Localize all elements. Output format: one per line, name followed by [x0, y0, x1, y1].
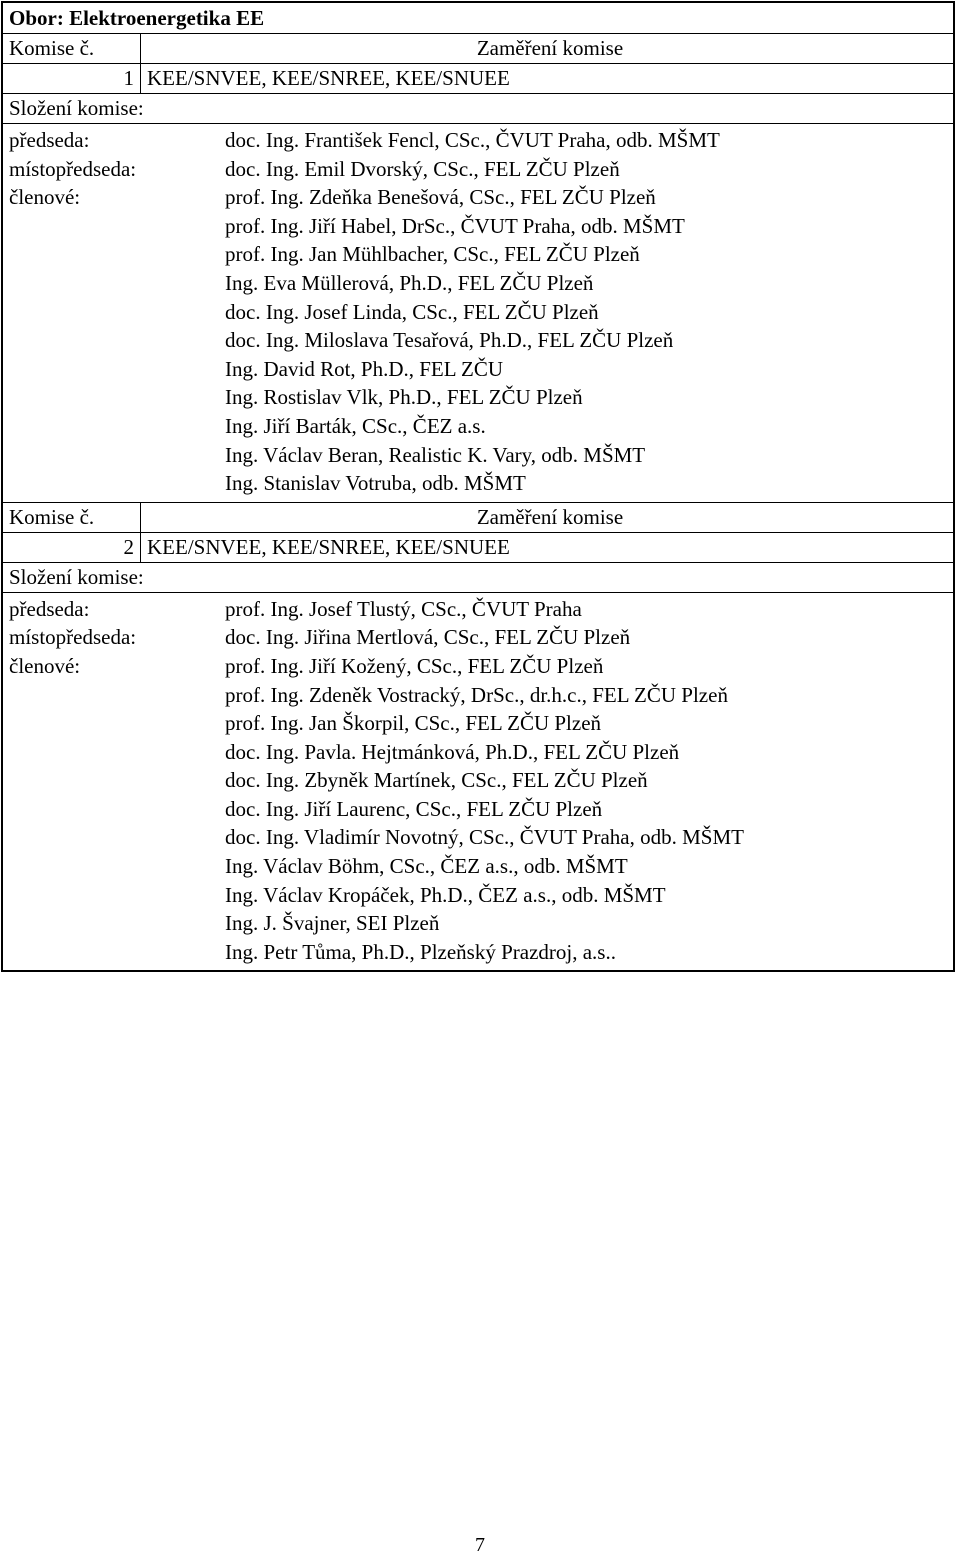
member-name: Ing. David Rot, Ph.D., FEL ZČU [225, 356, 504, 381]
member-name: prof. Ing. Jan Mühlbacher, CSc., FEL ZČU Plzeň [225, 242, 640, 267]
member-name: Ing. Václav Beran, Realistic K. Vary, odb. MŠMT [225, 442, 646, 467]
commission-info-row [3, 64, 953, 94]
member-roles [3, 595, 225, 967]
role-chair: předseda: [9, 596, 90, 621]
composition-label: Složení komise: [3, 94, 953, 124]
commission-header-row [3, 34, 953, 64]
member-name: doc. Ing. Pavla. Hejtmánková, Ph.D., FEL ZČU Plzeň [225, 739, 680, 764]
member-name: doc. Ing. Josef Linda, CSc., FEL ZČU Plzeň [225, 299, 599, 324]
commission-focus-header: Zaměření komise [476, 504, 624, 529]
commission-number-header: Komise č. [3, 34, 141, 63]
role-members: členové: [9, 185, 81, 210]
member-name: Ing. Stanislav Votruba, odb. MŠMT [225, 471, 526, 496]
member-name: prof. Ing. Jiří Kožený, CSc., FEL ZČU Plzeň [225, 653, 604, 678]
member-name: doc. Ing. Emil Dvorský, CSc., FEL ZČU Plzeň [225, 156, 620, 181]
member-name: doc. Ing. Miloslava Tesařová, Ph.D., FEL ZČU Plzeň [225, 328, 674, 353]
commission-number-header: Komise č. [3, 503, 141, 532]
commission-header-row [3, 502, 953, 533]
commission-number: 1 [3, 64, 141, 93]
member-name: Ing. Eva Müllerová, Ph.D., FEL ZČU Plzeň [225, 270, 594, 295]
member-name: Ing. Václav Böhm, CSc., ČEZ a.s., odb. MŠMT [225, 854, 628, 879]
member-name: Ing. Petr Tůma, Ph.D., Plzeňský Prazdroj, a.s.. [225, 939, 616, 964]
field-title: Obor: Elektroenergetika EE [3, 3, 953, 34]
member-name: prof. Ing. Jan Škorpil, CSc., FEL ZČU Plzeň [225, 711, 602, 736]
role-members: členové: [9, 653, 81, 678]
composition-label: Složení komise: [3, 563, 953, 593]
member-name: doc. Ing. Jiřina Mertlová, CSc., FEL ZČU Plzeň [225, 625, 631, 650]
member-name: doc. Ing. Zbyněk Martínek, CSc., FEL ZČU Plzeň [225, 768, 648, 793]
role-chair: předseda: [9, 128, 90, 152]
member-name: doc. Ing. Jiří Laurenc, CSc., FEL ZČU Plzeň [225, 796, 603, 821]
commission-members [3, 593, 953, 971]
member-name: Ing. Rostislav Vlk, Ph.D., FEL ZČU Plzeň [225, 385, 583, 410]
role-vice-chair: místopředseda: [9, 156, 137, 181]
member-name: Ing. Jiří Barták, CSc., ČEZ a.s. [225, 413, 486, 438]
commission-focus: KEE/SNVEE, KEE/SNREE, KEE/SNUEE [147, 66, 510, 90]
commission-members [3, 124, 953, 502]
member-name: prof. Ing. Zdeňka Benešová, CSc., FEL ZČU Plzeň [225, 185, 656, 210]
member-name: prof. Ing. Josef Tlustý, CSc., ČVUT Praha [225, 596, 582, 621]
member-name: doc. Ing. Vladimír Novotný, CSc., ČVUT Praha, odb. MŠMT [225, 825, 744, 850]
role-vice-chair: místopředseda: [9, 625, 137, 650]
member-names [225, 126, 953, 498]
commission-table [1, 1, 955, 972]
member-name: prof. Ing. Zdeněk Vostracký, DrSc., dr.h.c., FEL ZČU Plzeň [225, 682, 728, 707]
page-number: 7 [475, 1534, 485, 1556]
member-names [225, 595, 953, 967]
member-name: Ing. Václav Kropáček, Ph.D., ČEZ a.s., odb. MŠMT [225, 882, 666, 907]
member-name: prof. Ing. Jiří Habel, DrSc., ČVUT Praha, odb. MŠMT [225, 213, 685, 238]
commission-focus-header: Zaměření komise [476, 36, 624, 60]
commission-info-row [3, 533, 953, 563]
member-roles [3, 126, 225, 498]
commission-focus: KEE/SNVEE, KEE/SNREE, KEE/SNUEE [147, 534, 510, 559]
member-name: doc. Ing. František Fencl, CSc., ČVUT Praha, odb. MŠMT [225, 128, 720, 152]
commission-number: 2 [3, 533, 141, 562]
member-name: Ing. J. Švajner, SEI Plzeň [225, 911, 440, 936]
